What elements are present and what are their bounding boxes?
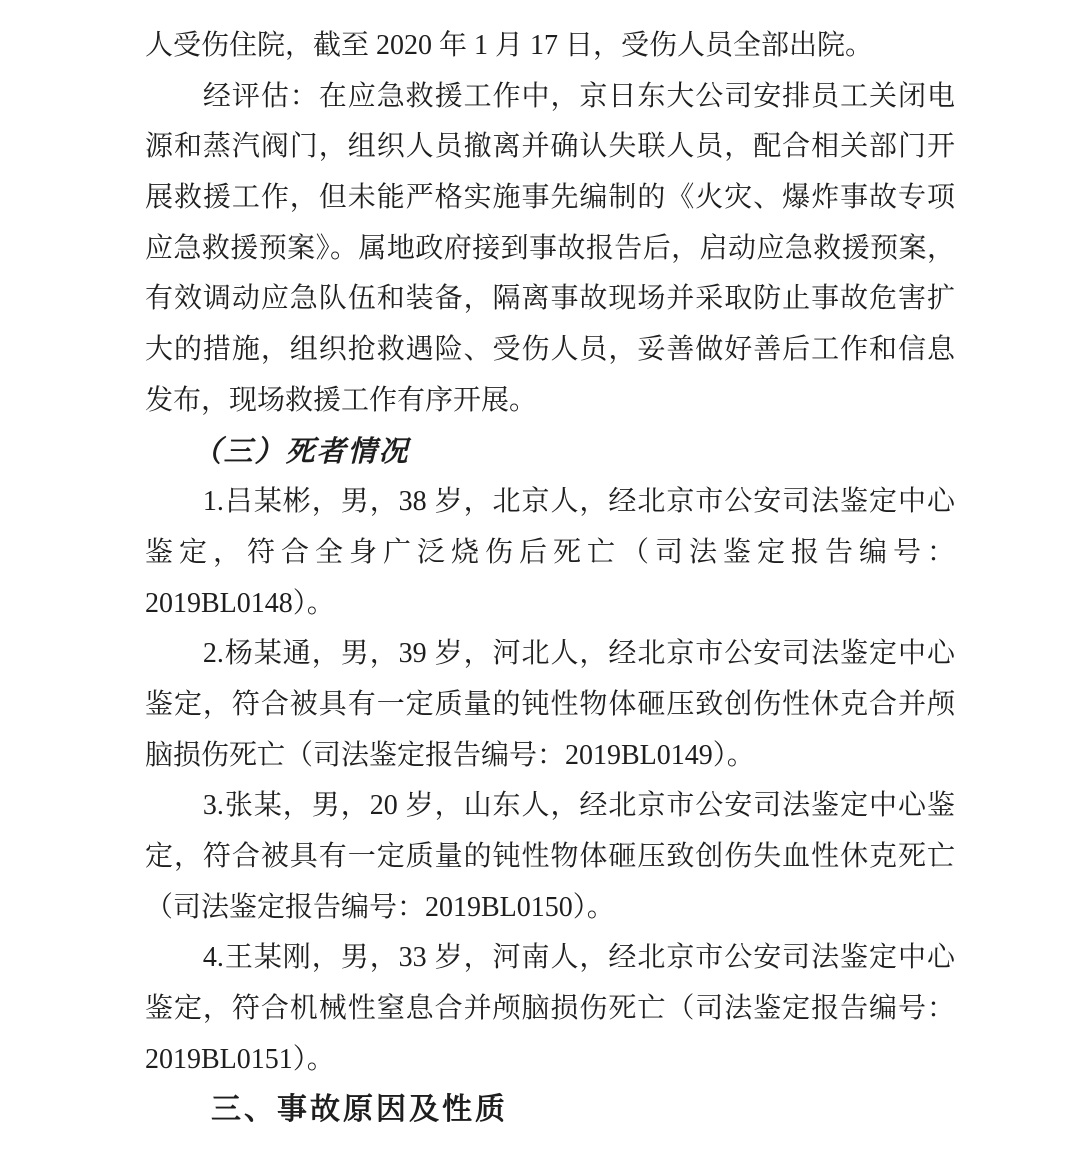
para-rescue-assessment [145, 72, 955, 427]
para-deceased-4 [145, 933, 955, 1085]
text-line: 鉴定，符合全身广泛烧伤后死亡（司法鉴定报告编号： [145, 536, 955, 568]
text-line: 2.杨某通，男，39 岁，河北人，经北京市公安司法鉴定中心 [145, 638, 955, 670]
text-line: 3.张某，男，20 岁，山东人，经北京市公安司法鉴定中心鉴 [145, 790, 955, 822]
text-line: 定，符合被具有一定质量的钝性物体砸压致创伤失血性休克死亡 [145, 841, 955, 872]
para-deceased-2 [145, 629, 955, 781]
para-deceased-3 [145, 781, 955, 933]
text-line: 展救援工作，但未能严格实施事先编制的《火灾、爆炸事故专项 [145, 182, 955, 214]
text-line: 1.吕某彬，男，38 岁，北京人，经北京市公安司法鉴定中心 [145, 486, 955, 518]
text-line: 脑损伤死亡（司法鉴定报告编号：2019BL0149）。 [145, 739, 755, 771]
para-injured-discharge [145, 21, 955, 72]
text-line: 鉴定，符合被具有一定质量的钝性物体砸压致创伤性休克合并颅 [145, 688, 955, 720]
text-line: 鉴定，符合机械性窒息合并颅脑损伤死亡（司法鉴定报告编号： [145, 993, 955, 1025]
heading-deceased-status [145, 427, 955, 478]
text-line: 大的措施，组织抢救遇险、受伤人员，妥善做好善后工作和信息 [145, 334, 955, 366]
document-body [145, 21, 955, 1136]
text-line: 源和蒸汽阀门，组织人员撤离并确认失联人员，配合相关部门开 [145, 131, 955, 163]
heading-accident-cause-nature [145, 1085, 955, 1136]
para-deceased-1 [145, 477, 955, 629]
text-line: （三）死者情况 [145, 435, 410, 468]
text-line: 三、事故原因及性质 [145, 1093, 508, 1127]
text-line: 人受伤住院，截至 2020 年 1 月 17 日，受伤人员全部出院。 [145, 30, 874, 61]
text-line: 应急救援预案》。属地政府接到事故报告后，启动应急救援预案， [145, 232, 955, 264]
text-line: 有效调动应急队伍和装备，隔离事故现场并采取防止事故危害扩 [145, 283, 955, 315]
text-line: 2019BL0151）。 [145, 1043, 335, 1075]
text-line: 发布，现场救援工作有序开展。 [145, 384, 538, 416]
text-line: 2019BL0148）。 [145, 587, 335, 619]
text-line: 经评估：在应急救援工作中，京日东大公司安排员工关闭电 [145, 80, 955, 112]
text-line: 4.王某刚，男，33 岁，河南人，经北京市公安司法鉴定中心 [145, 942, 955, 974]
text-line: （司法鉴定报告编号：2019BL0150）。 [145, 891, 615, 923]
